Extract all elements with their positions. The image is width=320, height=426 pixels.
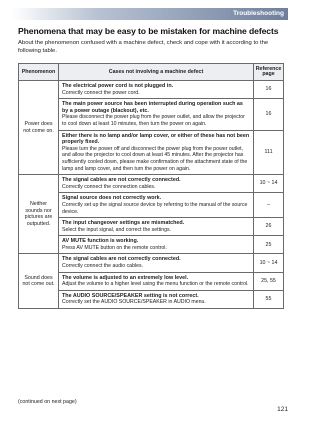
table-row xyxy=(19,290,284,308)
cause-cell xyxy=(59,272,254,290)
page-number: 121 xyxy=(277,406,288,413)
section-label: Troubleshooting xyxy=(233,10,284,17)
table-row xyxy=(19,175,284,193)
reference-cell: 26 xyxy=(254,218,284,236)
reference-cell: – xyxy=(254,193,284,218)
reference-cell: 16 xyxy=(254,99,284,130)
table-row xyxy=(19,193,284,218)
cause-title: The main power source has been interrupted during operation such as by a power outage (blackout), etc. xyxy=(62,101,243,114)
cause-description: Correctly set the AUDIO SOURCE/SPEAKER in AUDIO menu. xyxy=(62,299,206,306)
header-phenomenon: Phenomenon xyxy=(19,64,59,81)
table-row xyxy=(19,236,284,254)
continued-note: (continued on next page) xyxy=(18,399,77,405)
cause-title: AV MUTE function is working. xyxy=(62,238,139,245)
phenomenon-cell: Neither sounds nor pictures are outputted. xyxy=(19,175,59,254)
header-cause: Cases not involving a machine defect xyxy=(59,64,254,81)
cause-description: Press AV MUTE button on the remote control. xyxy=(62,244,167,251)
section-header-bar xyxy=(12,8,288,20)
cause-description: Please disconnect the power plug from the power outlet, and allow the projector to cool down at least 10 minutes, then turn the power on again. xyxy=(62,114,245,127)
reference-cell: 55 xyxy=(254,290,284,308)
phenomenon-cell: Sound does not come out. xyxy=(19,254,59,309)
cause-cell xyxy=(59,193,254,218)
cause-cell xyxy=(59,81,254,99)
cause-title: Signal source does not correctly work. xyxy=(62,195,162,202)
page-title: Phenomena that may be easy to be mistaken for machine defects xyxy=(18,26,279,36)
phenomenon-cell: Power does not come on. xyxy=(19,81,59,175)
intro-paragraph: About the phenomenon confused with a machine defect, check and cope with it according to the following table. xyxy=(18,40,269,54)
cause-description: Select the input signal, and correct the settings. xyxy=(62,226,172,233)
defects-table xyxy=(18,63,284,309)
reference-cell: 10 ~ 14 xyxy=(254,254,284,272)
cause-cell xyxy=(59,130,254,175)
table-header-row xyxy=(19,64,284,81)
cause-cell xyxy=(59,99,254,130)
table-row xyxy=(19,272,284,290)
table-row xyxy=(19,254,284,272)
cause-title: The AUDIO SOURCE/SPEAKER setting is not correct. xyxy=(62,292,199,299)
cause-title: The signal cables are not correctly connected. xyxy=(62,177,181,184)
table-row xyxy=(19,81,284,99)
cause-title: The volume is adjusted to an extremely low level. xyxy=(62,274,189,281)
cause-description: Adjust the volume to a higher level using the menu function or the remote control. xyxy=(62,281,249,288)
cause-description: Correctly set up the signal source device by referring to the manual of the source device. xyxy=(62,201,248,215)
cause-description: Correctly connect the power cord. xyxy=(62,89,140,96)
cause-cell xyxy=(59,175,254,193)
cause-title: The electrical power cord is not plugged in. xyxy=(62,83,174,89)
header-reference: Reference page xyxy=(254,64,284,81)
table-row xyxy=(19,218,284,236)
cause-cell xyxy=(59,236,254,254)
cause-title: The input changeover settings are mismatched. xyxy=(62,220,185,227)
cause-cell xyxy=(59,290,254,308)
cause-description: Correctly connect the audio cables. xyxy=(62,263,144,270)
reference-cell: 16 xyxy=(254,81,284,99)
reference-cell: 10 ~ 14 xyxy=(254,175,284,193)
cause-title: Either there is no lamp and/or lamp cover, or either of these has not been properly fixed. xyxy=(62,132,250,146)
cause-cell xyxy=(59,218,254,236)
cause-description: Correctly connect the connection cables. xyxy=(62,183,156,190)
cause-title: The signal cables are not correctly connected. xyxy=(62,256,181,263)
reference-cell: 25 xyxy=(254,236,284,254)
cause-cell xyxy=(59,254,254,272)
reference-cell: 111 xyxy=(254,130,284,175)
table-row xyxy=(19,130,284,175)
cause-description: Please turn the power off and disconnect the power plug from the power outlet, and allow the projector to cool down at least 45 minutes. After the projector has sufficiently cooled down, please make confirmation of the attachment state of the lamp and lamp cover, and then turn the power on again. xyxy=(62,145,248,172)
table-row xyxy=(19,99,284,130)
reference-cell: 25, 55 xyxy=(254,272,284,290)
